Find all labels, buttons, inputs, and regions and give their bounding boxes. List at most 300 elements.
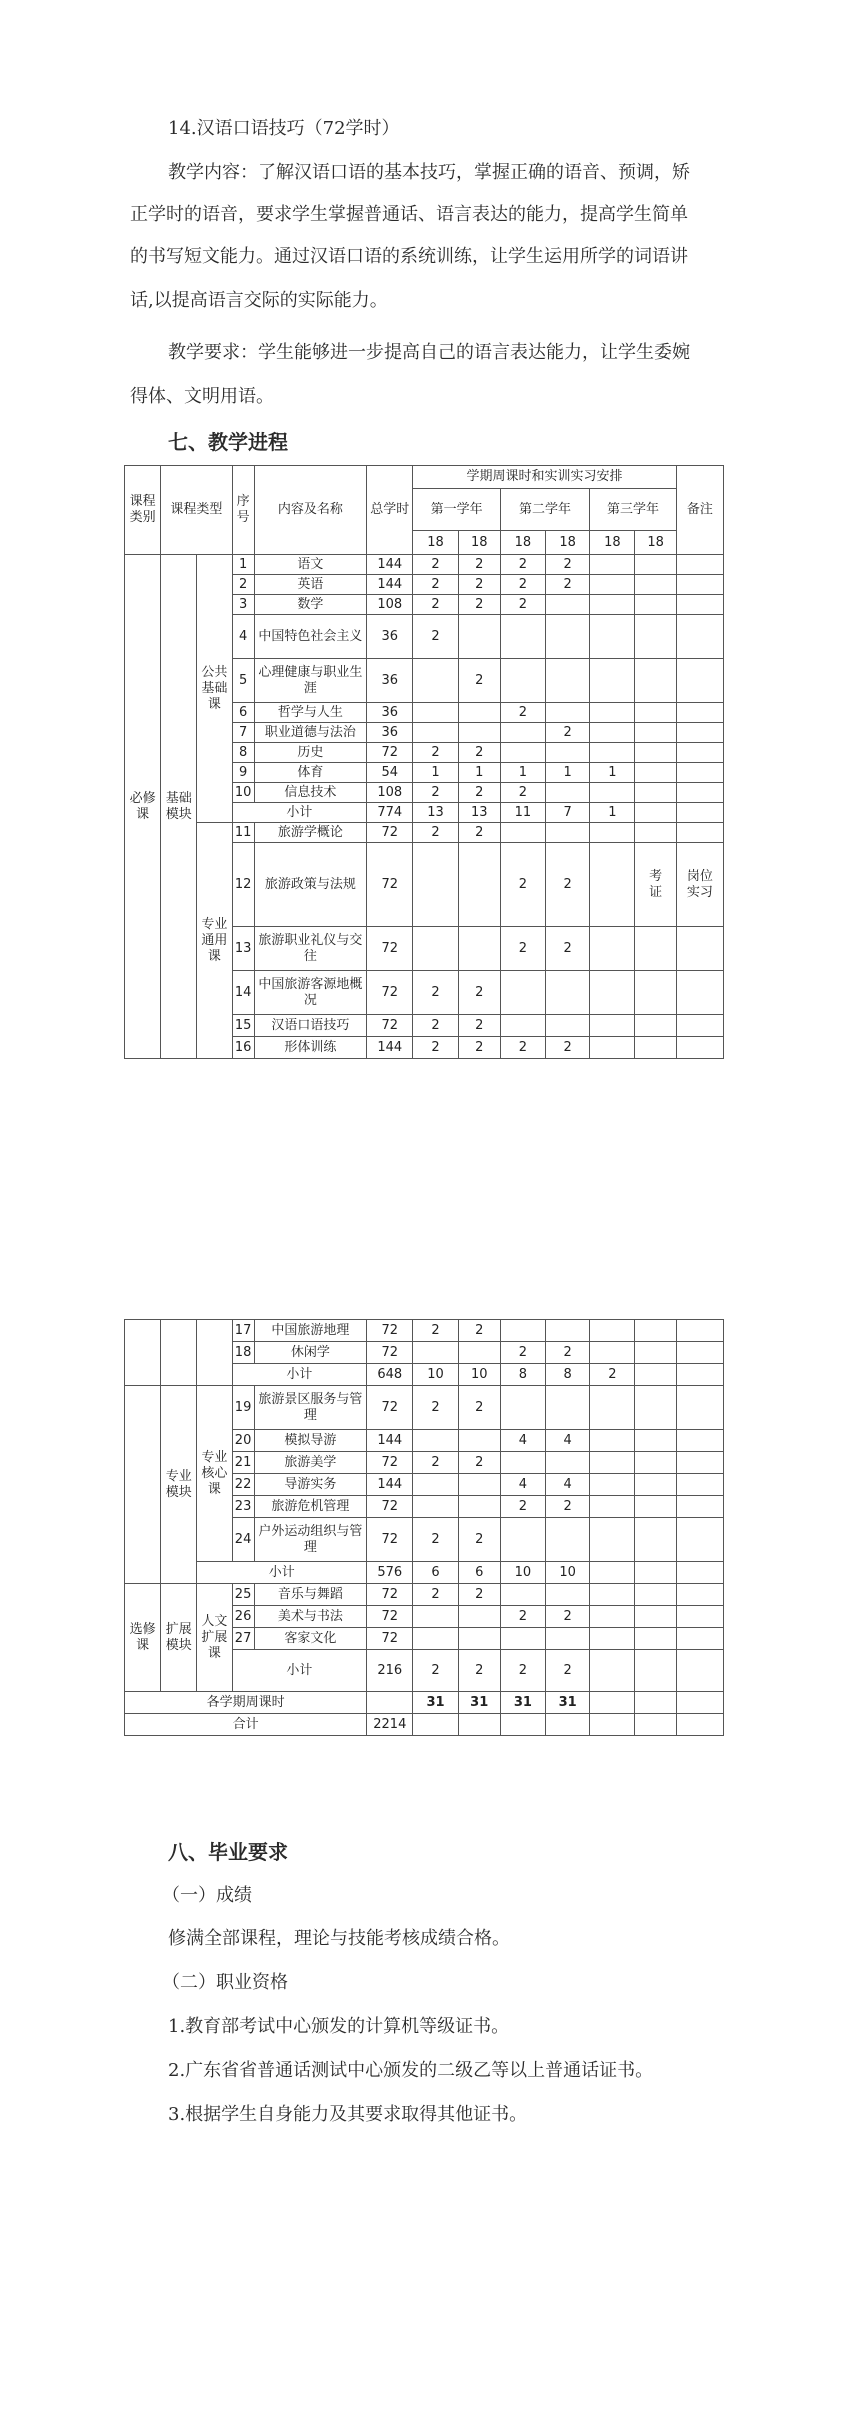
cell-week: 4 xyxy=(500,1474,545,1496)
cell-week xyxy=(590,703,635,723)
cell-week: 6 xyxy=(458,1562,500,1584)
cell-week xyxy=(500,1714,545,1736)
cell-week: 2 xyxy=(546,575,590,595)
cell-seq: 14 xyxy=(232,971,254,1015)
cell-week xyxy=(458,723,500,743)
schedule-table-part-1 xyxy=(124,465,724,1059)
cell-week: 2 xyxy=(413,1650,458,1692)
cell-seq: 21 xyxy=(232,1452,254,1474)
section-8-item: 2.广东省省普通话测试中心颁发的二级乙等以上普通话证书。 xyxy=(168,2060,654,2081)
cell-week xyxy=(458,843,500,927)
cell-week xyxy=(546,1320,590,1342)
cell-remark xyxy=(676,1037,723,1059)
header-remark: 备注 xyxy=(676,466,723,555)
cell-week xyxy=(413,1606,458,1628)
cell-name: 户外运动组织与管理 xyxy=(254,1518,367,1562)
cell-week: 2 xyxy=(546,1342,590,1364)
cell-seq: 20 xyxy=(232,1430,254,1452)
cell-remark xyxy=(676,971,723,1015)
cell-name: 旅游美学 xyxy=(254,1452,367,1474)
cell-week xyxy=(635,1496,676,1518)
cell-week: 13 xyxy=(413,803,458,823)
cell-week: 2 xyxy=(458,575,500,595)
cell-week xyxy=(546,1518,590,1562)
cell-week xyxy=(635,1037,676,1059)
cell-week xyxy=(500,823,545,843)
section-7-title: 七、教学进程 xyxy=(168,430,288,454)
cell-week xyxy=(635,659,676,703)
cell-seq: 11 xyxy=(232,823,254,843)
cell-seq: 2 xyxy=(232,575,254,595)
cell-seq: 19 xyxy=(232,1386,254,1430)
cell-week xyxy=(413,1496,458,1518)
header-weeks: 18 xyxy=(500,531,545,555)
cell-week: 2 xyxy=(500,555,545,575)
cell-remark xyxy=(676,1584,723,1606)
cell-week xyxy=(500,1518,545,1562)
group-elective: 选修课 xyxy=(125,1584,161,1692)
cell-week: 2 xyxy=(546,555,590,575)
cell-week xyxy=(413,703,458,723)
cell-week: 2 xyxy=(458,823,500,843)
cell-week: 2 xyxy=(546,1037,590,1059)
cell-week: 2 xyxy=(500,1650,545,1692)
cell-week: 2 xyxy=(500,595,545,615)
cell-remark xyxy=(676,1650,723,1692)
cell-week xyxy=(635,1562,676,1584)
cell-week: 2 xyxy=(500,1037,545,1059)
cell-name: 英语 xyxy=(254,575,367,595)
header-year2: 第二学年 xyxy=(500,489,589,531)
cell-week xyxy=(635,615,676,659)
cell-week xyxy=(635,1474,676,1496)
cell-week: 2 xyxy=(546,723,590,743)
weekly-hours: 31 xyxy=(500,1692,545,1714)
section-14-title: 14.汉语口语技巧（72学时） xyxy=(168,118,400,139)
cell-hours: 108 xyxy=(367,595,413,615)
cell-week xyxy=(590,1037,635,1059)
cell-week xyxy=(590,1386,635,1430)
cell-week xyxy=(590,575,635,595)
cell-week: 2 xyxy=(413,1037,458,1059)
cell-seq: 15 xyxy=(232,1015,254,1037)
cell-week xyxy=(590,595,635,615)
cell-week: 2 xyxy=(500,927,545,971)
cell-remark xyxy=(676,575,723,595)
cell-week: 2 xyxy=(458,555,500,575)
cell-seq: 1 xyxy=(232,555,254,575)
group-basic-module: 基础模块 xyxy=(161,555,197,1059)
cell-week: 2 xyxy=(546,843,590,927)
internship-note: 岗位实习 xyxy=(676,843,723,927)
cell-week: 10 xyxy=(546,1562,590,1584)
cell-week xyxy=(458,1714,500,1736)
cell-remark xyxy=(676,1320,723,1342)
cell-remark xyxy=(676,1430,723,1452)
cell-seq: 12 xyxy=(232,843,254,927)
cell-remark xyxy=(676,1692,723,1714)
cell-week xyxy=(590,1015,635,1037)
group-required-cont xyxy=(125,1320,161,1386)
group-pro-core: 专业核心课 xyxy=(197,1386,232,1562)
section-8-item: 3.根据学生自身能力及其要求取得其他证书。 xyxy=(168,2104,528,2125)
cell-week xyxy=(546,1584,590,1606)
cell-hours: 72 xyxy=(367,743,413,763)
cell-week xyxy=(590,927,635,971)
cell-week xyxy=(590,1714,635,1736)
cell-week: 1 xyxy=(458,763,500,783)
cell-week xyxy=(500,743,545,763)
header-weeks: 18 xyxy=(590,531,635,555)
section-8-text: 修满全部课程，理论与技能考核成绩合格。 xyxy=(168,1928,510,1949)
cell-week: 2 xyxy=(500,783,545,803)
cell-hours: 144 xyxy=(367,555,413,575)
cell-week xyxy=(590,1474,635,1496)
cell-week xyxy=(635,1714,676,1736)
cell-week xyxy=(546,1628,590,1650)
header-weeks: 18 xyxy=(546,531,590,555)
weekly-hours xyxy=(590,1692,635,1714)
cell-week xyxy=(635,1452,676,1474)
cell-week xyxy=(546,783,590,803)
group-humanities-ext: 人文扩展课 xyxy=(197,1584,232,1692)
cell-remark xyxy=(676,723,723,743)
cell-week xyxy=(590,1562,635,1584)
cell-week: 2 xyxy=(500,1606,545,1628)
cell-name: 形体训练 xyxy=(254,1037,367,1059)
weekly-hours-label: 各学期周课时 xyxy=(125,1692,367,1714)
cell-hours: 144 xyxy=(367,575,413,595)
cell-remark xyxy=(676,1518,723,1562)
cell-week: 10 xyxy=(458,1364,500,1386)
cell-week xyxy=(590,1496,635,1518)
cell-week xyxy=(590,1606,635,1628)
cell-remark xyxy=(676,1606,723,1628)
cell-week: 2 xyxy=(413,1320,458,1342)
cell-week: 2 xyxy=(458,1320,500,1342)
header-category: 课程类别 xyxy=(125,466,161,555)
cell-hours: 72 xyxy=(367,1584,413,1606)
cell-seq: 23 xyxy=(232,1496,254,1518)
cell-week xyxy=(590,555,635,575)
cell-week xyxy=(458,703,500,723)
cell-name: 导游实务 xyxy=(254,1474,367,1496)
cell-remark xyxy=(676,659,723,703)
cell-week: 7 xyxy=(546,803,590,823)
cell-week xyxy=(546,595,590,615)
section-14-content-line: 教学内容：了解汉语口语的基本技巧，掌握正确的语音、预调，矫 xyxy=(168,162,690,183)
cell-week: 2 xyxy=(413,1386,458,1430)
cell-week xyxy=(590,783,635,803)
cell-week xyxy=(635,1386,676,1430)
cell-week xyxy=(413,723,458,743)
cell-week: 2 xyxy=(458,783,500,803)
cell-seq: 17 xyxy=(232,1320,254,1342)
header-year1: 第一学年 xyxy=(413,489,500,531)
cell-week xyxy=(458,1342,500,1364)
group-required-cont xyxy=(125,1386,161,1584)
cell-seq: 18 xyxy=(232,1342,254,1364)
exam-note: 考证 xyxy=(635,843,676,927)
cell-hours: 72 xyxy=(367,823,413,843)
weekly-hours: 31 xyxy=(546,1692,590,1714)
cell-week xyxy=(546,703,590,723)
cell-week: 2 xyxy=(546,927,590,971)
cell-week: 2 xyxy=(458,659,500,703)
cell-week xyxy=(590,1452,635,1474)
cell-name: 旅游学概论 xyxy=(254,823,367,843)
cell-hours: 72 xyxy=(367,1496,413,1518)
cell-name: 美术与书法 xyxy=(254,1606,367,1628)
cell-week xyxy=(635,1364,676,1386)
cell-hours: 108 xyxy=(367,783,413,803)
cell-seq: 16 xyxy=(232,1037,254,1059)
cell-week xyxy=(500,1584,545,1606)
cell-hours: 216 xyxy=(367,1650,413,1692)
cell-week xyxy=(590,1430,635,1452)
cell-hours: 36 xyxy=(367,659,413,703)
cell-seq: 13 xyxy=(232,927,254,971)
cell-name: 哲学与人生 xyxy=(254,703,367,723)
cell-week xyxy=(635,1015,676,1037)
cell-week xyxy=(635,763,676,783)
cell-hours: 72 xyxy=(367,1015,413,1037)
cell-name: 客家文化 xyxy=(254,1628,367,1650)
cell-week xyxy=(458,615,500,659)
cell-hours: 72 xyxy=(367,971,413,1015)
weekly-hours xyxy=(635,1692,676,1714)
cell-week: 1 xyxy=(546,763,590,783)
cell-week xyxy=(635,1584,676,1606)
cell-week: 4 xyxy=(546,1430,590,1452)
cell-week xyxy=(590,1518,635,1562)
cell-week xyxy=(458,1496,500,1518)
cell-name: 历史 xyxy=(254,743,367,763)
cell-remark xyxy=(676,555,723,575)
cell-week: 4 xyxy=(500,1430,545,1452)
cell-seq: 27 xyxy=(232,1628,254,1650)
cell-name: 职业道德与法治 xyxy=(254,723,367,743)
cell-week xyxy=(590,971,635,1015)
header-schedule: 学期周课时和实训实习安排 xyxy=(413,466,676,489)
cell-name: 体育 xyxy=(254,763,367,783)
cell-name: 音乐与舞蹈 xyxy=(254,1584,367,1606)
cell-week xyxy=(635,1430,676,1452)
cell-remark xyxy=(676,1342,723,1364)
cell-seq: 6 xyxy=(232,703,254,723)
group-required: 必修课 xyxy=(125,555,161,1059)
cell-week xyxy=(635,823,676,843)
cell-seq: 8 xyxy=(232,743,254,763)
section-8-title: 八、毕业要求 xyxy=(168,1840,288,1864)
cell-seq: 10 xyxy=(232,783,254,803)
cell-name: 模拟导游 xyxy=(254,1430,367,1452)
cell-name: 旅游政策与法规 xyxy=(254,843,367,927)
cell-week: 4 xyxy=(546,1474,590,1496)
header-type: 课程类型 xyxy=(161,466,232,555)
cell-week xyxy=(546,743,590,763)
cell-hours: 72 xyxy=(367,1606,413,1628)
cell-hours: 774 xyxy=(367,803,413,823)
cell-hours: 144 xyxy=(367,1037,413,1059)
cell-remark xyxy=(676,1364,723,1386)
header-name: 内容及名称 xyxy=(254,466,367,555)
cell-week: 10 xyxy=(500,1562,545,1584)
cell-week xyxy=(590,843,635,927)
section-14-content-line: 的书写短文能力。通过汉语口语的系统训练，让学生运用所学的词语讲 xyxy=(130,246,688,267)
cell-week: 2 xyxy=(458,1584,500,1606)
cell-week xyxy=(458,1430,500,1452)
cell-name: 信息技术 xyxy=(254,783,367,803)
cell-remark xyxy=(676,1496,723,1518)
cell-remark xyxy=(676,595,723,615)
cell-hours: 72 xyxy=(367,1628,413,1650)
header-weeks: 18 xyxy=(458,531,500,555)
cell-hours: 72 xyxy=(367,1452,413,1474)
section-8-subtitle: （二）职业资格 xyxy=(162,1972,288,1993)
cell-week xyxy=(500,1386,545,1430)
cell-hours: 576 xyxy=(367,1562,413,1584)
cell-week xyxy=(590,823,635,843)
cell-week xyxy=(413,1474,458,1496)
header-year3: 第三学年 xyxy=(590,489,676,531)
section-8-item: 1.教育部考试中心颁发的计算机等级证书。 xyxy=(168,2016,510,2037)
total-hours: 2214 xyxy=(367,1714,413,1736)
cell-remark xyxy=(676,803,723,823)
cell-week: 2 xyxy=(413,823,458,843)
cell-week: 2 xyxy=(458,1386,500,1430)
group-ext-module: 扩展模块 xyxy=(161,1584,197,1692)
section-8-subtitle: （一）成绩 xyxy=(162,1885,252,1906)
subtotal-label: 小计 xyxy=(232,1650,367,1692)
cell-week xyxy=(635,743,676,763)
cell-seq: 9 xyxy=(232,763,254,783)
cell-week xyxy=(590,1628,635,1650)
header-weeks: 18 xyxy=(635,531,676,555)
cell-hours: 648 xyxy=(367,1364,413,1386)
cell-remark xyxy=(676,1015,723,1037)
cell-week xyxy=(635,703,676,723)
cell-week xyxy=(590,1320,635,1342)
cell-remark xyxy=(676,615,723,659)
cell-week xyxy=(500,659,545,703)
section-14-requirement-line: 教学要求：学生能够进一步提高自己的语言表达能力，让学生委婉 xyxy=(168,342,690,363)
cell-seq: 5 xyxy=(232,659,254,703)
cell-week xyxy=(500,1015,545,1037)
cell-week: 2 xyxy=(458,743,500,763)
cell-week xyxy=(546,659,590,703)
cell-hours: 72 xyxy=(367,1320,413,1342)
cell-seq: 25 xyxy=(232,1584,254,1606)
cell-remark xyxy=(676,823,723,843)
cell-seq: 24 xyxy=(232,1518,254,1562)
cell-remark xyxy=(676,1452,723,1474)
cell-remark xyxy=(676,1628,723,1650)
cell-remark xyxy=(676,1474,723,1496)
cell-week: 2 xyxy=(413,1015,458,1037)
cell-remark xyxy=(676,927,723,971)
cell-week xyxy=(413,1714,458,1736)
header-seq: 序号 xyxy=(232,466,254,555)
cell-week: 1 xyxy=(590,763,635,783)
cell-week: 2 xyxy=(413,615,458,659)
cell-week: 2 xyxy=(413,1518,458,1562)
cell-week xyxy=(458,1474,500,1496)
cell-hours: 72 xyxy=(367,1342,413,1364)
cell-name: 数学 xyxy=(254,595,367,615)
group-pro-module: 专业模块 xyxy=(161,1386,197,1584)
cell-week: 1 xyxy=(590,803,635,823)
cell-week xyxy=(635,1518,676,1562)
cell-week: 2 xyxy=(546,1650,590,1692)
cell-week xyxy=(413,1342,458,1364)
cell-week xyxy=(500,615,545,659)
cell-remark xyxy=(676,763,723,783)
cell-name: 休闲学 xyxy=(254,1342,367,1364)
cell-week: 13 xyxy=(458,803,500,823)
cell-week xyxy=(590,1342,635,1364)
cell-week xyxy=(413,1430,458,1452)
cell-week: 2 xyxy=(458,971,500,1015)
cell-week xyxy=(590,615,635,659)
cell-week: 2 xyxy=(500,1342,545,1364)
cell-hours: 36 xyxy=(367,703,413,723)
cell-seq: 4 xyxy=(232,615,254,659)
cell-week xyxy=(500,971,545,1015)
cell-hours: 72 xyxy=(367,1386,413,1430)
cell-week xyxy=(413,1628,458,1650)
cell-name: 中国特色社会主义 xyxy=(254,615,367,659)
cell-name: 中国旅游客源地概况 xyxy=(254,971,367,1015)
header-hours: 总学时 xyxy=(367,466,413,555)
cell-week xyxy=(590,659,635,703)
cell-week xyxy=(635,803,676,823)
cell-week: 8 xyxy=(500,1364,545,1386)
cell-seq: 7 xyxy=(232,723,254,743)
cell-hours: 144 xyxy=(367,1430,413,1452)
cell-week xyxy=(413,927,458,971)
cell-week xyxy=(546,1714,590,1736)
cell-week: 2 xyxy=(458,1037,500,1059)
cell-week xyxy=(458,1628,500,1650)
cell-name: 中国旅游地理 xyxy=(254,1320,367,1342)
cell-remark xyxy=(676,783,723,803)
cell-week xyxy=(635,1606,676,1628)
cell-hours: 72 xyxy=(367,843,413,927)
cell-week xyxy=(413,843,458,927)
cell-week xyxy=(635,555,676,575)
cell-week xyxy=(458,927,500,971)
cell-hours: 72 xyxy=(367,1518,413,1562)
group-pro-general-cont xyxy=(197,1320,232,1386)
cell-week xyxy=(635,1342,676,1364)
cell-week: 2 xyxy=(546,1496,590,1518)
cell-hours: 54 xyxy=(367,763,413,783)
total-label: 合计 xyxy=(125,1714,367,1736)
cell-week xyxy=(546,1015,590,1037)
cell-week: 2 xyxy=(500,575,545,595)
cell-week xyxy=(413,659,458,703)
cell-name: 旅游危机管理 xyxy=(254,1496,367,1518)
cell-week xyxy=(458,1606,500,1628)
cell-week: 2 xyxy=(500,1496,545,1518)
cell-week xyxy=(546,971,590,1015)
section-14-content-line: 话,以提高语言交际的实际能力。 xyxy=(130,290,388,311)
cell-name: 旅游景区服务与管理 xyxy=(254,1386,367,1430)
cell-week: 6 xyxy=(413,1562,458,1584)
cell-week xyxy=(635,783,676,803)
cell-week xyxy=(500,1320,545,1342)
